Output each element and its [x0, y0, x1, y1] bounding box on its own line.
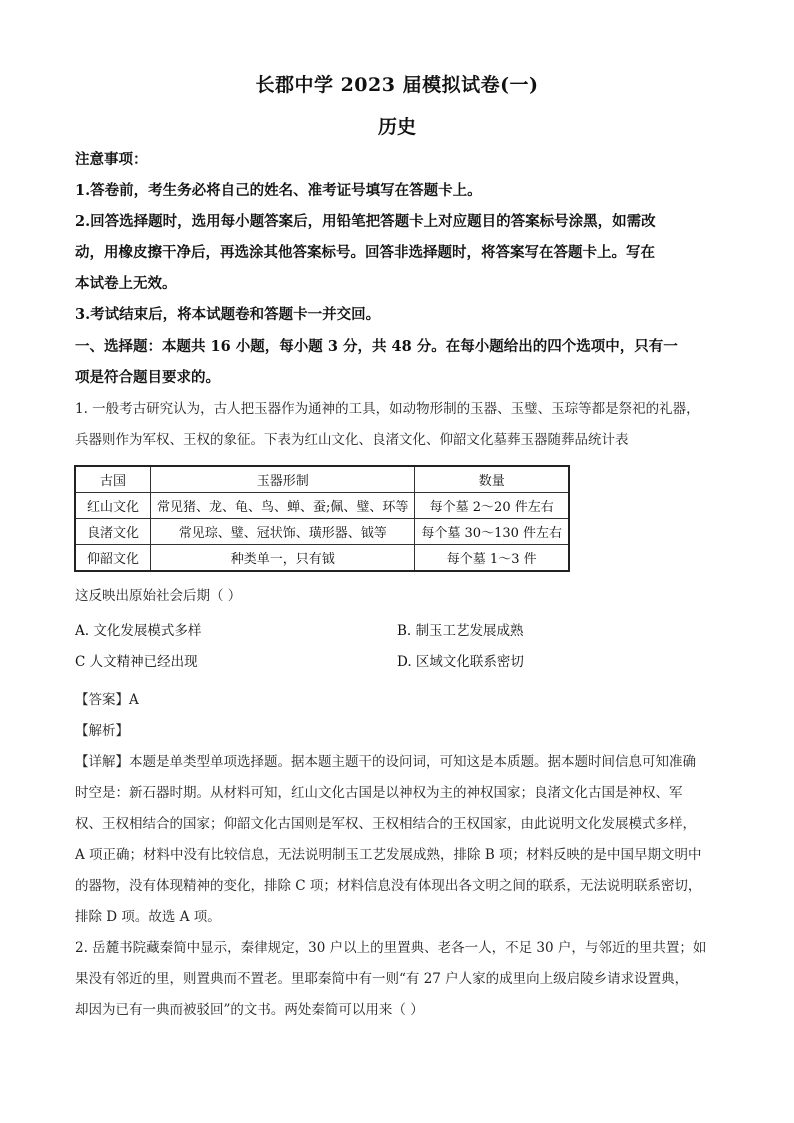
section-heading-line-1: 一、选择题：本题共 16 小题，每小题 3 分，共 48 分。在每小题给出的四个选项中，只有一	[75, 338, 678, 355]
q1-detail-line-3: 权、王权相结合的国家；仰韶文化古国则是军权、王权相结合的王权国家，由此说明文化发展模式多样，	[75, 816, 696, 832]
q1-detail-line-2: 时空是：新石器时期。从材料可知，红山文化古国是以神权为主的神权国家；良渚文化古国是神权、军	[75, 785, 683, 801]
q1-jade-table	[74, 465, 570, 572]
exam-title: 长郡中学 2023 届模拟试卷(一)	[255, 74, 539, 96]
table-cell: 良渚文化	[75, 519, 151, 545]
table-cell: 种类单一，只有钺	[151, 545, 415, 572]
q1-prompt: 这反映出原始社会后期（ ）	[75, 588, 242, 604]
q1-option-a: A. 文化发展模式多样	[75, 623, 202, 639]
q1-stem-line-1: 1. 一般考古研究认为，古人把玉器作为通神的工具，如动物形制的玉器、玉璧、玉琮等都是祭祀的礼器，	[75, 401, 700, 417]
table-cell: 每个墓 1～3 件	[415, 545, 569, 572]
table-header-cell: 古国	[75, 466, 151, 493]
q1-option-b: B. 制玉工艺发展成熟	[397, 623, 524, 639]
q1-detail-line-1: 【详解】本题是单类型单项选择题。据本题主题干的设问词，可知这是本质题。据本题时间信息可知准确	[75, 754, 696, 770]
q1-option-c: C 人文精神已经出现	[75, 654, 198, 670]
q1-detail-line-6: 排除 D 项。故选 A 项。	[75, 909, 221, 925]
section-heading-line-2: 项是符合题目要求的。	[75, 369, 220, 386]
q1-detail-line-4: A 项正确；材料中没有比较信息，无法说明制玉工艺发展成熟，排除 B 项；材料反映的是中国早期文明中	[75, 847, 702, 863]
notice-item-2-line-1: 2.回答选择题时，选用每小题答案后，用铅笔把答题卡上对应题目的答案标号涂黑，如需改	[75, 213, 656, 230]
subject-title: 历史	[377, 116, 416, 138]
notice-item-3: 3.考试结束后，将本试题卷和答题卡一并交回。	[75, 306, 381, 323]
q2-stem-line-1: 2. 岳麓书院藏秦简中显示，秦律规定，30 户以上的里置典、老各一人，不足 30 户，与邻近的里共置；如	[75, 940, 707, 956]
notice-item-2-line-3: 本试卷上无效。	[75, 275, 177, 292]
q1-detail-line-5: 的器物，没有体现精神的变化，排除 C 项；材料信息没有体现出各文明之间的联系，无法说明联系密切，	[75, 878, 702, 894]
q1-stem-line-2: 兵器则作为军权、王权的象征。下表为红山文化、良渚文化、仰韶文化墓葬玉器随葬品统计表	[75, 432, 629, 448]
table-cell: 红山文化	[75, 493, 151, 519]
table-cell: 常见琮、璧、冠状饰、璜形器、钺等	[151, 519, 415, 545]
table-header-cell: 玉器形制	[151, 466, 415, 493]
q2-stem-line-2: 果没有邻近的里，则置典而不置老。里耶秦简中有一则“有 27 户人家的成里向上级启陵乡请求设置典，	[75, 971, 689, 987]
notice-heading: 注意事项：	[75, 151, 148, 168]
table-cell: 每个墓 30～130 件左右	[415, 519, 569, 545]
table-header-cell: 数量	[415, 466, 569, 493]
q1-answer: 【答案】A	[75, 692, 139, 708]
table-row	[75, 519, 569, 545]
table-cell: 仰韶文化	[75, 545, 151, 572]
notice-item-2-line-2: 动，用橡皮擦干净后，再选涂其他答案标号。回答非选择题时，将答案写在答题卡上。写在	[75, 244, 655, 261]
table-row	[75, 545, 569, 572]
table-header-row	[75, 466, 569, 493]
q1-option-d: D. 区域文化联系密切	[397, 654, 524, 670]
q2-stem-line-3: 却因为已有一典而被驳回”的文书。两处秦简可以用来（ ）	[75, 1002, 424, 1018]
table-row	[75, 493, 569, 519]
notice-item-1: 1.答卷前，考生务必将自己的姓名、准考证号填写在答题卡上。	[75, 182, 482, 199]
table-cell: 常见猪、龙、龟、鸟、蝉、蚕;佩、璧、环等	[151, 493, 415, 519]
q1-analysis-label: 【解析】	[75, 723, 129, 739]
table-cell: 每个墓 2～20 件左右	[415, 493, 569, 519]
